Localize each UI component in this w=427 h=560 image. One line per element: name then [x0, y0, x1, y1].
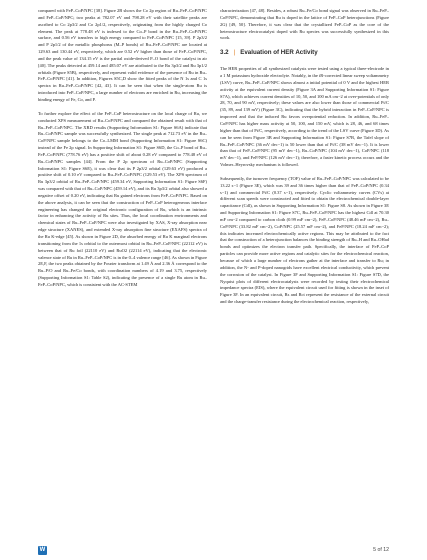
- section-heading: [220, 49, 389, 56]
- paragraph-tof-cdl: Subsequently, the turnover frequency (TOF) value of Ru–FeP–CoP/NPC was calculated to be 13.22 s−1 (Figure 3E), which was 39 and 36 times higher than that of FeP–CoP/NPC (0.34 s−1) and commercial Pt/C (0.37 s−1), respectively. Cyclic voltammetry curves (CVs) at different scan speeds were constructed and fitted to obtain the electrochemical double-layer capacitance (Cdl), as shown in Supporting Information S1: Figure S8. As shown in Figure 3E and Supporting Information S1: Figure S7C, Ru–FeP–CoP/NPC has the highest Cdl at 70.30 mF cm−2 compared to carbon cloth (0.99 mF cm−2), FeP–CoP/NPC (48.46 mF cm−2), Ru–CoP/NPC (33.82 mF cm−2), CoP/NPC (25.57 mF cm−2), and FeP/NPC (18.24 mF cm−2); this indicates increased electrochemically active regions. This may be attributed to the fact that the construction of a heterojunction balances the binding strength of Ru–H and Ru–OHad bonds and optimizes the electron transfer path. Specifically, the interface of FeP–CoP particles can provide more active regions and catalytic sites for the electrochemical reaction, because of which a large number of electrons gather at the interface and transfer to Ru; in addition, the N- and P-doped nanogrids have excellent electrical conductivity, which prevent the corrosion of the catalyst. In Figure 3F and Supporting Information S1: Figure S7D, the Nyquist plots of different electrocatalysts were recorded by testing their electrochemical impedance spectra (EIS), where the equivalent circuit used for fitting is shown in the inset of Figure 3F. In an equivalent circuit, Rs and Rct represent the resistance of the external circuit and the charge-transfer resistance during the electrochemical reaction, respectively,: [220, 175, 389, 305]
- page-number: 5 of 12: [373, 547, 389, 553]
- wiley-logo: [38, 546, 47, 555]
- section-separator: |: [233, 49, 236, 57]
- section-number: 3.2: [220, 49, 229, 57]
- section-title: Evaluation of HER Activity: [240, 49, 318, 57]
- paragraph-xps-co-p-ru: compared with FeP–CoP/NPC [38]. Figure 2B shows the Co 2p region of Ru–FeP–CoP/NPC and FeP–CoP/NPC; two peaks at 782.07 eV and 798.28 eV with their satellite peaks are ascribed to Co 2p3/2 and Co 2p1/2, respectively, originating from the highly charged Co element. The peak at 778.48 eV is indexed to the Co–P bond in the Ru–FeP–CoP/NPC surface, and 0.56 eV transfers to high energy compared to FeP–CoP/NPC [15, 39]. P 2p3/2 and P 2p1/2 of the metallic phosphorus (M–P bonds) of Ru–FeP–CoP/NPC are located at 129.63 and 130.44 eV, respectively, which are 0.52 eV higher than those of FeP–CoP/NPC, and the peak value of 134.15 eV is the partial oxide-derived P–O bond of the catalyst in air [40]. The peaks detected at 459.14 and 485.07 eV are attributed to the Ru 3p3/2 and Ru 3p1/2 orbitals (Figure S5B), respectively, and represent valid evidence of the presence of Ru in Ru–FeP–CoP/NPC [41]. In addition, Figures S5C,D show the fitted peaks of the N 1s and C 1s spectra in Ru–FeP–CoP/NPC [42, 43]. It can be seen that when the single-atom Ru is introduced into FeP–CoP/NPC, a large number of electrons are enriched in Ru, increasing the binding energy of Fe, Co, and P.: [38, 8, 207, 102]
- left-column: [38, 8, 207, 313]
- two-column-body: [38, 8, 389, 313]
- paragraph-her-properties: The HER properties of all synthesized catalysts were tested using a typical three-electrode in a 1 M potassium hydroxide electrolyte. Notably, in the iR-corrected linear sweep voltammetry (LSV) curve, Ru–FeP–CoP/NPC shows almost a initial potential of 0 V and the highest HER activity at the equivalent current density (Figure 3A and Supporting Information S1: Figure S7A), which achieves current densities of 10, 50, and 100 mA cm−2 at over-potentials of only 28, 70, and 90 mV, respectively; these values are also lower than those of commercial Pt/C (35, 89, and 139 mV) (Figure 3C), indicating that the hybrid interaction in FeP–CoP/NPC is improved and that the induced Ru favors overpotential reduction. In addition, Ru–FeP–CoP/NPC has higher mass activity at 50, 100, and 150 mV, which is 28, 46, and 68 times higher than that of Pt/C, respectively, according to the trend of the LSV curve (Figure 3D). As can be seen from Figure 3B and Supporting Information S1: Figure S7B, the Tafel slope of Ru–FeP–CoP/NPC (36 mV dec−1) is 50 lower than that of Pt/C (38 mV dec−1). It is lower than that of FeP–CoP/NPC (95 mV dec−1), Ru–CoP/NPC (104 mV dec−1), CoP/NPC (118 mV dec−1), and FeP/NPC (126 mV dec−1); therefore, a faster kinetic process occurs and the Volmer–Heyrovsky mechanism is followed.: [220, 66, 389, 168]
- page-footer: [0, 540, 427, 560]
- paragraph-ru-cop-comparison: To further explore the effect of the FeP–CoP heterostructure on the local charge of Ru, we conducted XPS measurement of Ru–CoP/NPC and compared the obtained result with that of Ru–FeP–CoP/NPC. The XRD results (Supporting Information S1: Figure S6A) indicate that Ru–CoP/NPC sample was successfully synthesized. The single peak at 712.73 eV in the Ru–CoP/NPC sample belongs to the Co–LMM bond (Supporting Information S1: Figure S6C) instead of the Fe 2p signal. In Supporting Information S1: Figure S6D, the Co–P bond of Ru–FeP–CoP/NPC (778.76 eV) has a positive shift of about 0.28 eV compared to 778.48 eV of Ru–CoP/NPC samples [44]. From the P 2p spectrum of Ru–CoP/NPC (Supporting Information S1: Figure S6E), it was clear that its P 2p3/2 orbital (129.63 eV) produced a positive shift of 0.10 eV compared to Ru–FeP–CoP/NPC (129.53 eV). The XPS spectrum of Ru 3p3/2 orbital of Ru–FeP–CoP/NPC (459.34 eV, Supporting Information S1: Figure S6F) was compared with that of Ru–CoP/NPC (459.14 eV), and its Ru 3p3/2 orbital also showed a negative offset of 0.20 eV, indicating that Ru gained electrons from FeP–CoP/NPC. Based on the above analysis, it can be seen that the construction of FeP–CoP heterogeneous interface engineering has changed the original electronic configuration of Ru, which is an intrinsic factor in enhancing the activity of Ru sites. Thus, the local coordination environments and chemical states of Ru–FeP–CoP/NPC were also investigated by XAS, X-ray absorption near edge structure (XANES), and extended X-ray absorption fine structure (EXAFS) spectra of the Ru K-edge [45]. As shown in Figure 2D, the absorbed energy of Ru K marginal electrons transitioning from the 1s orbital to the outermost orbital in Ru–FeP–CoP/NPC (22112 eV) is between that of Ru foil (22110 eV) and RuO2 (22114 eV), indicating that the electronic valence state of Ru in Ru–FeP–CoP/NPC is in the 0–4 valence range [46]. As shown in Figure 2E,F, the two peaks obtained by the Fourier transform at 1.49 Å and 2.36 Å correspond to the Ru–P/O and Ru–Fe/Co bonds, with coordination numbers of 4.19 and 3.75, respectively (Supporting Information S1: Table S2), indicating the presence of a single Ru atom in Ru–FeP–CoP/NPC, which is consistent with the AC-STEM: [38, 110, 207, 287]
- right-column: [220, 8, 389, 313]
- wiley-logo-icon: W: [39, 547, 46, 553]
- paragraph-characterization-end: characterization [47, 48]. Besides, a robust Ru–Fe/Co bond signal was observed in Ru–FeP–CoP/NPC, demonstrating that Ru is doped in the lattice of FeP–CoP heterojunctions (Figure 2G) [49, 50]. Therefore, it was clear that the crystallized FeP–CoP as the core of the heterostructure electrocatalyst doped with Ru species was successfully synthesized in this work.: [220, 8, 389, 41]
